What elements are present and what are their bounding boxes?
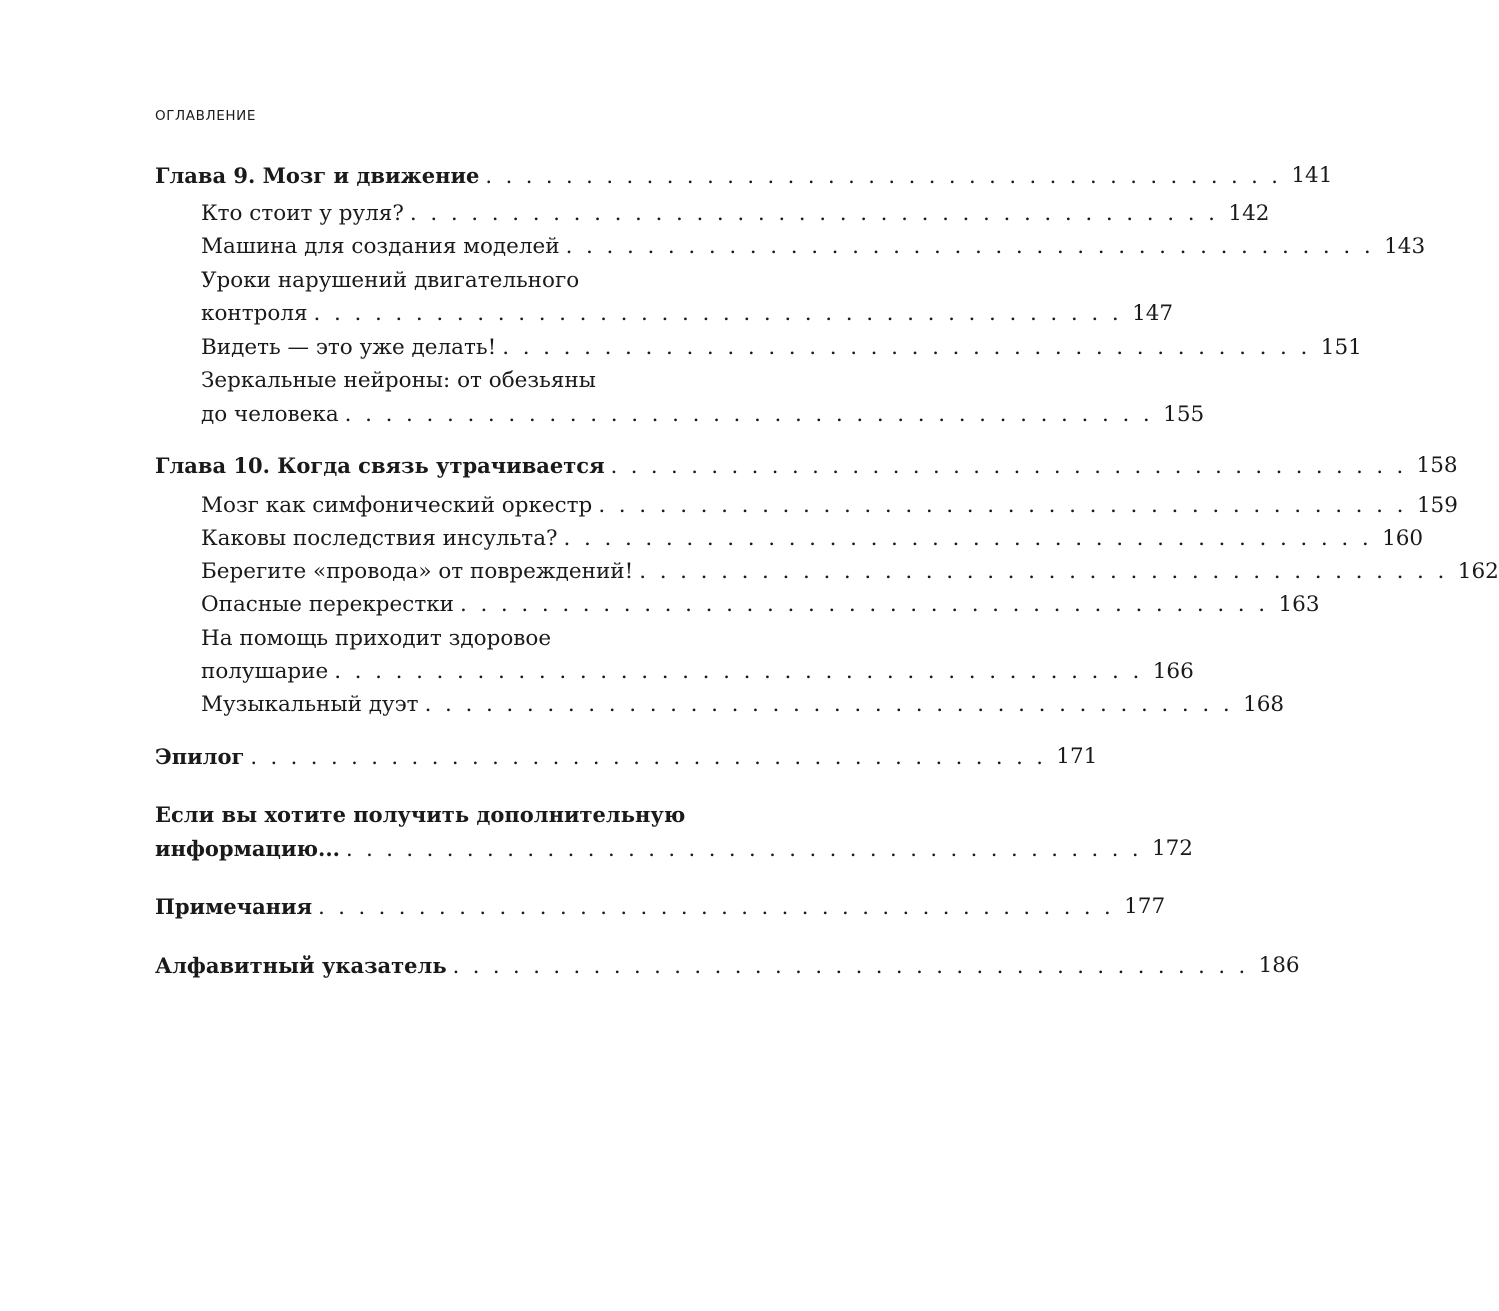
- toc-entry-page: 172: [1151, 836, 1193, 861]
- dot-leader: . . . . . . . . . . . . . . . . . . . . . . . . . . . . . . . . . . . . . . . .: [610, 454, 1407, 478]
- toc-entry-page: 155: [1163, 402, 1205, 427]
- toc-entry-index: [155, 950, 1300, 982]
- toc-entry-title: Мозг как симфонический оркестр: [201, 493, 593, 518]
- dot-leader: . . . . . . . . . . . . . . . . . . . . . . . . . . . . . . . . . . . . . . . .: [318, 895, 1115, 919]
- toc-entry-page: 163: [1278, 592, 1320, 617]
- toc-entry-more-info: [155, 833, 1193, 865]
- toc-entry-page: 143: [1384, 234, 1426, 259]
- toc-entry-section: [201, 198, 1270, 230]
- toc-entry-title: Кто стоит у руля?: [201, 201, 404, 226]
- toc-entry-title: Глава 10. Когда связь утрачивается: [155, 453, 605, 478]
- toc-entry-page: 159: [1416, 493, 1458, 518]
- toc-entry-page: 147: [1132, 301, 1174, 326]
- dot-leader: . . . . . . . . . . . . . . . . . . . . . . . . . . . . . . . . . . . . . . . .: [565, 234, 1375, 259]
- dot-leader: . . . . . . . . . . . . . . . . . . . . . . . . . . . . . . . . . . . . . . . .: [334, 659, 1143, 684]
- toc-entry-page: 141: [1291, 163, 1333, 188]
- dot-leader: . . . . . . . . . . . . . . . . . . . . . . . . . . . . . . . . . . . . . . . .: [485, 164, 1282, 188]
- toc-entry-title: информацию...: [155, 836, 340, 861]
- toc-entry-title: Берегите «провода» от повреждений!: [201, 559, 634, 584]
- dot-leader: . . . . . . . . . . . . . . . . . . . . . . . . . . . . . . . . . . . . . . . .: [344, 402, 1154, 427]
- toc-entry-page: 186: [1258, 953, 1300, 978]
- dot-leader: . . . . . . . . . . . . . . . . . . . . . . . . . . . . . . . . . . . . . . . .: [598, 493, 1407, 518]
- toc-entry-page: 162: [1457, 559, 1499, 584]
- toc-entry-page: 177: [1124, 894, 1166, 919]
- toc-entry-title-line: Если вы хотите получить дополнительную: [155, 802, 686, 827]
- toc-entry-title: Глава 9. Мозг и движение: [155, 163, 480, 188]
- toc-entry-title: полушарие: [201, 659, 329, 684]
- toc-entry-section: [201, 399, 1205, 431]
- toc-entry-page: 168: [1243, 692, 1285, 717]
- toc-entry-title: Машина для создания моделей: [201, 234, 560, 259]
- toc-entry-chapter-10: [155, 450, 1458, 482]
- toc-entry-section: [201, 523, 1424, 555]
- toc-entry-section: [201, 656, 1194, 688]
- toc-entry-chapter-9: [155, 160, 1333, 192]
- toc-entry-section: [201, 556, 1499, 588]
- toc-entry-page: 158: [1416, 453, 1458, 478]
- dot-leader: . . . . . . . . . . . . . . . . . . . . . . . . . . . . . . . . . . . . . . . .: [452, 954, 1249, 978]
- toc-entry-section: [201, 490, 1458, 522]
- dot-leader: . . . . . . . . . . . . . . . . . . . . . . . . . . . . . . . . . . . . . . . .: [502, 335, 1311, 360]
- toc-entry-title: Музыкальный дуэт: [201, 692, 419, 717]
- toc-entry-title: Видеть — это уже делать!: [201, 335, 497, 360]
- toc-entry-section: [201, 231, 1426, 263]
- toc-entry-title: Каковы последствия инсульта?: [201, 526, 558, 551]
- toc-entry-section: [201, 589, 1320, 621]
- page-header: ОГЛАВЛЕНИЕ: [155, 108, 256, 124]
- toc-entry-title: Примечания: [155, 894, 313, 919]
- toc-entry-title: Алфавитный указатель: [155, 953, 447, 978]
- dot-leader: . . . . . . . . . . . . . . . . . . . . . . . . . . . . . . . . . . . . . . . .: [563, 526, 1373, 551]
- toc-entry-title: Опасные перекрестки: [201, 592, 454, 617]
- toc-entry-page: 160: [1382, 526, 1424, 551]
- toc-entry-notes: [155, 891, 1166, 923]
- toc-entry-title: контроля: [201, 301, 308, 326]
- toc-entry-title-line: На помощь приходит здоровое: [201, 626, 552, 651]
- toc-entry-epilogue: [155, 741, 1098, 773]
- dot-leader: . . . . . . . . . . . . . . . . . . . . . . . . . . . . . . . . . . . . . . . .: [345, 837, 1142, 861]
- toc-entry-section: [201, 298, 1174, 330]
- toc-entry-page: 151: [1320, 335, 1362, 360]
- toc-entry-section: [201, 332, 1362, 364]
- toc-entry-page: 171: [1056, 744, 1098, 769]
- toc-entry-section: [201, 689, 1285, 721]
- toc-entry-title-line: Уроки нарушений двигательного: [201, 268, 580, 293]
- toc-entry-title: Эпилог: [155, 744, 245, 769]
- toc-entry-title: до человека: [201, 402, 339, 427]
- toc-entry-title-line: Зеркальные нейроны: от обезьяны: [201, 368, 596, 393]
- dot-leader: . . . . . . . . . . . . . . . . . . . . . . . . . . . . . . . . . . . . . . . .: [313, 301, 1123, 326]
- dot-leader: . . . . . . . . . . . . . . . . . . . . . . . . . . . . . . . . . . . . . . . .: [250, 745, 1047, 769]
- toc-entry-page: 166: [1152, 659, 1194, 684]
- dot-leader: . . . . . . . . . . . . . . . . . . . . . . . . . . . . . . . . . . . . . . . .: [459, 592, 1269, 617]
- toc-entry-page: 142: [1228, 201, 1270, 226]
- dot-leader: . . . . . . . . . . . . . . . . . . . . . . . . . . . . . . . . . . . . . . . .: [424, 692, 1234, 717]
- dot-leader: . . . . . . . . . . . . . . . . . . . . . . . . . . . . . . . . . . . . . . . .: [639, 559, 1448, 584]
- dot-leader: . . . . . . . . . . . . . . . . . . . . . . . . . . . . . . . . . . . . . . . .: [409, 201, 1219, 226]
